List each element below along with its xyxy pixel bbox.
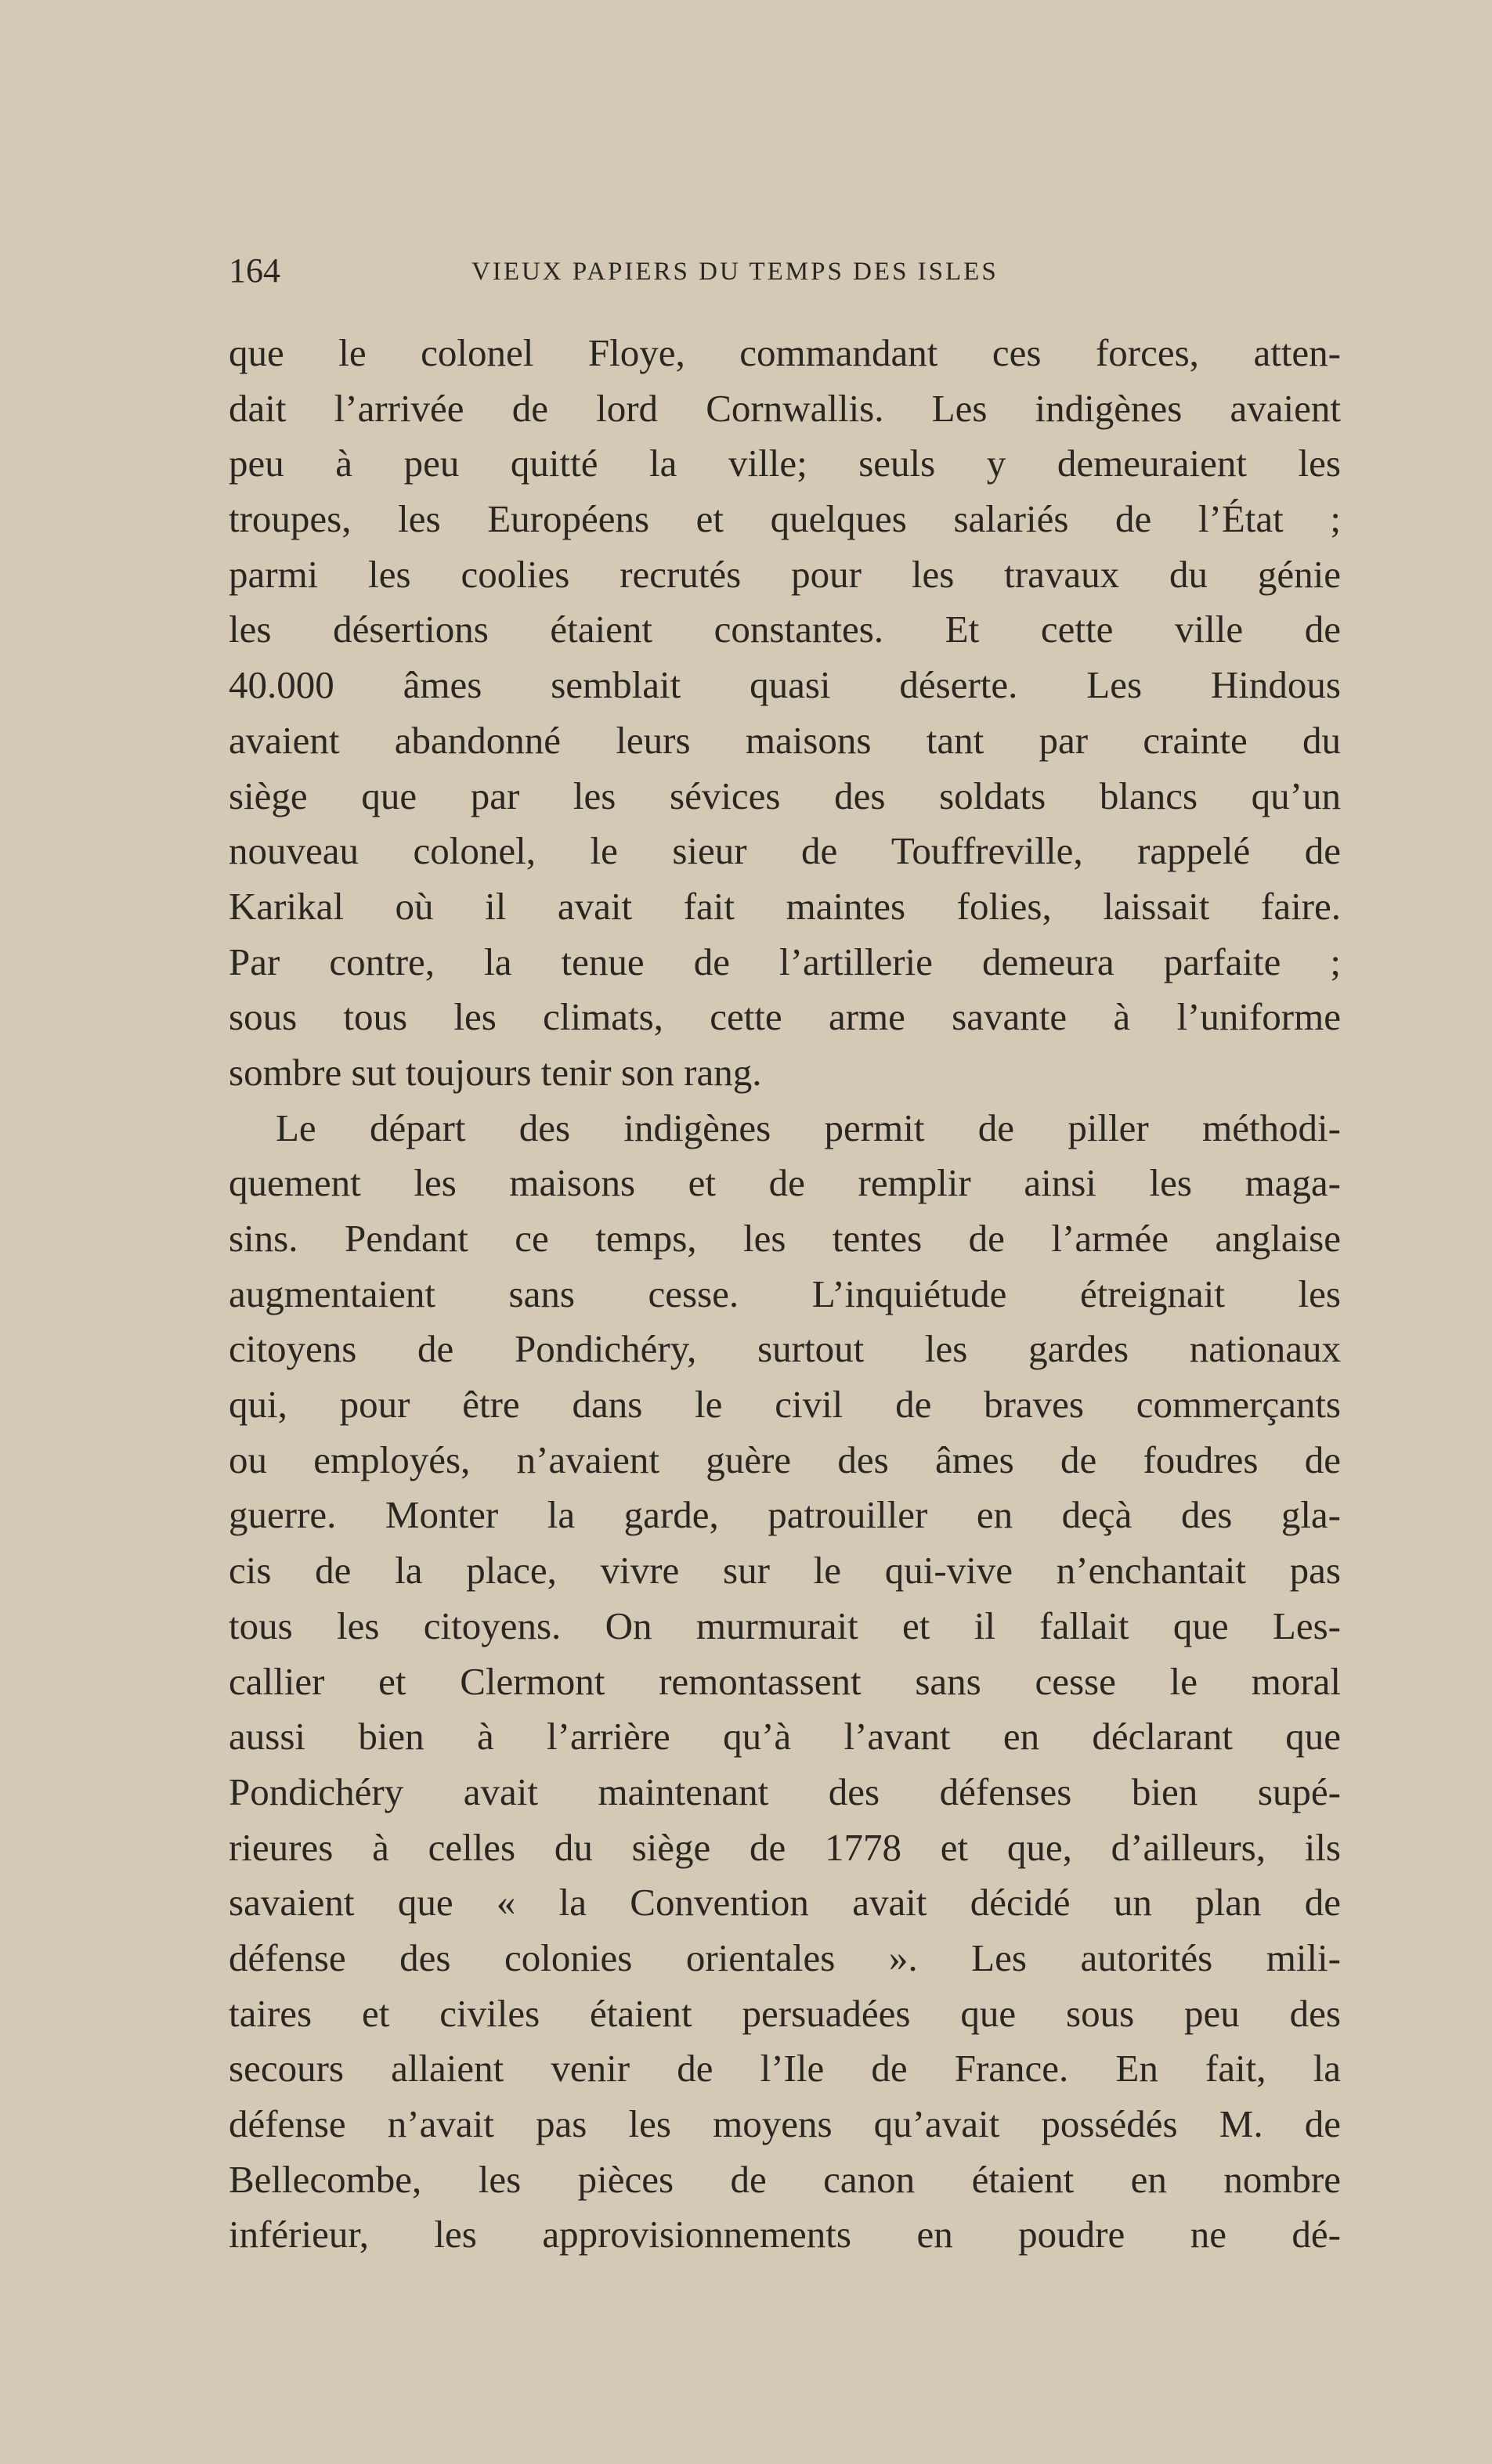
text-line: savaient que « la Convention avait décidé un plan de (229, 1881, 1341, 1925)
running-head: VIEUX PAPIERS DU TEMPS DES ISLES (471, 258, 999, 286)
text-line: défense des colonies orientales ». Les autorités mili- (229, 1935, 1341, 1979)
text-line: défense n’avait pas les moyens qu’avait possédés M. de (229, 2102, 1341, 2145)
paragraph (229, 1101, 1341, 2263)
text-line: Le départ des indigènes permit de piller méthodi- (276, 1106, 1341, 1149)
text-line: sins. Pendant ce temps, les tentes de l’armée anglaise (229, 1217, 1341, 1260)
text-line: aussi bien à l’arrière qu’à l’avant en déclarant que (229, 1715, 1341, 1759)
text-line: callier et Clermont remontassent sans cesse le moral (229, 1659, 1341, 1703)
text-line: guerre. Monter la garde, patrouiller en deçà des gla- (229, 1493, 1341, 1537)
text-line: qui, pour être dans le civil de braves commerçants (229, 1383, 1341, 1427)
text-line: quement les maisons et de remplir ainsi les maga- (229, 1161, 1341, 1205)
text-line: tous les citoyens. On murmurait et il fallait que Les- (229, 1604, 1341, 1647)
text-line: parmi les coolies recrutés pour les travaux du génie (229, 552, 1341, 596)
text-line: que le colonel Floye, commandant ces forces, atten- (229, 331, 1341, 374)
text-line: rieures à celles du siège de 1778 et que, d’ailleurs, ils (229, 1825, 1341, 1869)
text-line: sous tous les climats, cette arme savante à l’uniforme (229, 995, 1341, 1039)
text-line: augmentaient sans cesse. L’inquiétude étreignait les (229, 1272, 1341, 1315)
text-line: ou employés, n’avaient guère des âmes de foudres de (229, 1438, 1341, 1481)
text-line: troupes, les Européens et quelques salariés de l’État ; (229, 497, 1341, 541)
text-line: peu à peu quitté la ville; seuls y demeuraient les (229, 442, 1341, 485)
text-line: taires et civiles étaient persuadées que sous peu des (229, 1991, 1341, 2035)
text-line: Pondichéry avait maintenant des défenses bien supé- (229, 1770, 1341, 1813)
text-line: avaient abandonné leurs maisons tant par crainte du (229, 718, 1341, 762)
text-line: dait l’arrivée de lord Cornwallis. Les indigènes avaient (229, 386, 1341, 430)
text-line: Bellecombe, les pièces de canon étaient en nombre (229, 2157, 1341, 2201)
paragraph (229, 326, 1341, 1101)
text-line: nouveau colonel, le sieur de Touffreville, rappelé de (229, 829, 1341, 873)
text-line: Par contre, la tenue de l’artillerie demeura parfaite ; (229, 940, 1341, 983)
text-line: secours allaient venir de l’Ile de France. En fait, la (229, 2047, 1341, 2091)
page-header (229, 247, 1341, 294)
text-line: siège que par les sévices des soldats blancs qu’un (229, 774, 1341, 817)
text-line: cis de la place, vivre sur le qui-vive n’enchantait pas (229, 1549, 1341, 1593)
text-line: Karikal où il avait fait maintes folies, laissait faire. (229, 884, 1341, 928)
text-line: citoyens de Pondichéry, surtout les gardes nationaux (229, 1327, 1341, 1371)
text-line: les désertions étaient constantes. Et cette ville de (229, 608, 1341, 651)
body-text (229, 326, 1341, 2263)
text-line: inférieur, les approvisionnements en poudre ne dé- (229, 2213, 1341, 2257)
text-line: sombre sut toujours tenir son rang. (229, 1050, 762, 1094)
text-line: 40.000 âmes semblait quasi déserte. Les Hindous (229, 663, 1341, 707)
page-number: 164 (229, 251, 280, 290)
